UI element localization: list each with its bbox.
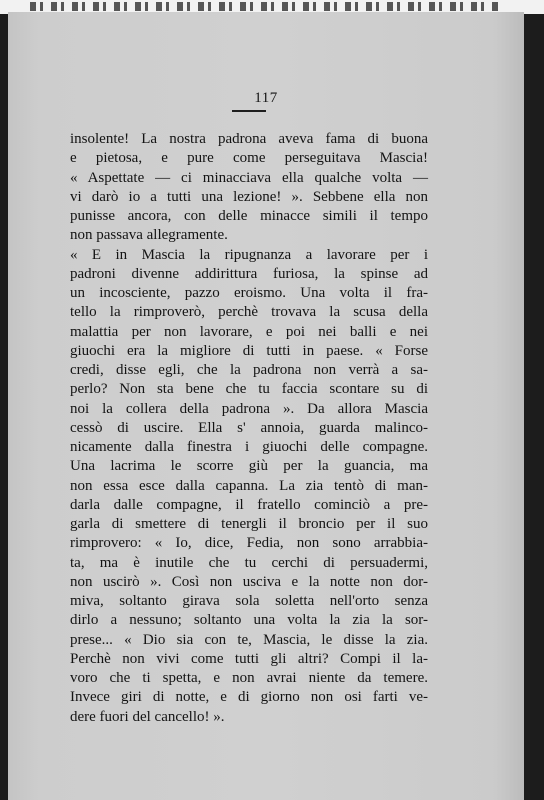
text-line: ta, ma è inutile che tu cerchi di persuadermi, [70, 554, 428, 571]
text-line: « E in Mascia la ripugnanza a lavorare per i [70, 246, 428, 263]
text-line: punisse ancora, con delle minacce simili il tempo [70, 208, 428, 224]
page-number-underline [232, 110, 266, 112]
text-line: non essa esce dalla capanna. La zia tentò di man- [70, 477, 428, 494]
text-line: vi darò io a tutti una lezione! ». Sebbene ella non [70, 188, 428, 205]
text-line: perlo? Non sta bene che tu faccia scontare su di [70, 381, 428, 398]
page-number: 117 [254, 90, 278, 106]
text-line: dirlo a nessuno; soltanto una volta la zia la sor- [70, 612, 428, 629]
book-page [8, 12, 524, 800]
text-line: non uscirò ». Così non usciva e la notte non dor- [70, 573, 428, 590]
text-line: rimprovero: « Io, dice, Fedia, non sono arrabbia- [70, 535, 428, 552]
text-line: voro che ti spetta, e non avrai niente da temere. [70, 670, 428, 686]
text-line: padroni divenne addirittura furiosa, la spinse ad [70, 265, 428, 282]
text-line: Perchè non vivi come tutti gli altri? Compi il la- [70, 650, 428, 667]
text-line: giuochi era la migliore di tutti in paese. « Forse [70, 342, 428, 359]
text-line: « Aspettate — ci minacciava ella qualche volta — [70, 169, 428, 186]
text-line: e pietosa, e pure come perseguitava Mascia! [70, 150, 428, 167]
text-line: noi la collera della padrona ». Da allora Mascia [70, 400, 428, 417]
text-line: Una lacrima le scorre giù per la guancia, ma [70, 458, 428, 475]
body-text [70, 130, 428, 727]
text-line: Invece giri di notte, e di giorno non osi farti ve- [70, 689, 428, 706]
text-line: garla di smettere di tenergli il broncio per il suo [70, 516, 428, 532]
text-line: malattia per non lavorare, e poi nei balli e nei [70, 323, 428, 340]
text-line: miva, soltanto girava sola soletta nell'orto senza [70, 593, 428, 609]
text-line: dere fuori del cancello! ». [70, 708, 225, 725]
text-line: darla dalle compagne, il fratello cominciò a pre- [70, 496, 428, 513]
text-line: prese... « Dio sia con te, Mascia, le disse la zia. [70, 631, 428, 648]
text-line: nicamente dalla finestra i giuochi delle compagne. [70, 439, 428, 455]
text-line: credi, disse egli, che la padrona non verrà a sa- [70, 362, 428, 378]
text-line: cessò di uscire. Ella s' annoia, guarda malinco- [70, 419, 428, 436]
text-line: non passava allegramente. [70, 227, 228, 244]
text-line: insolente! La nostra padrona aveva fama di buona [70, 131, 428, 147]
text-line: tello la rimproverò, perchè trovava la scusa della [70, 304, 428, 321]
text-line: un incosciente, pazzo eroismo. Una volta il fra- [70, 285, 428, 301]
